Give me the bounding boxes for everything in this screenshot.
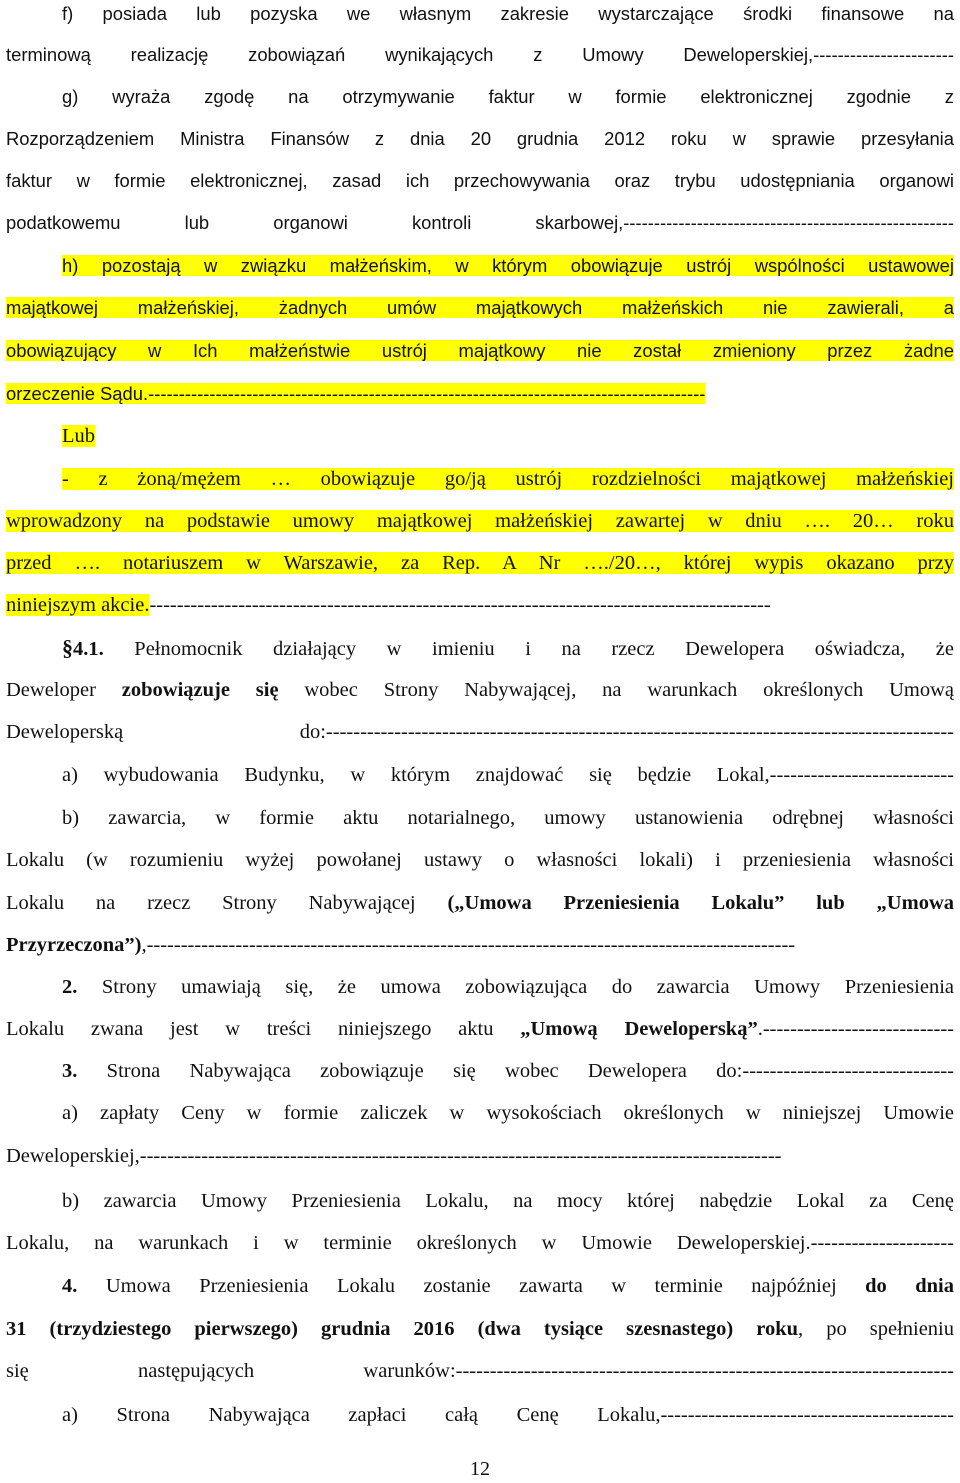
dash-fill: ------------------------------------------------------------------------------------------- xyxy=(149,594,771,616)
alt-line-3 xyxy=(6,549,954,577)
lub-text: Lub xyxy=(62,425,96,447)
bold-term: („Umowa Przeniesienia Lokalu” lub „Umowa xyxy=(447,892,954,914)
lub-line xyxy=(62,422,954,450)
section-4-1-line-2 xyxy=(6,676,954,704)
highlighted-text: niniejszym akcie. xyxy=(6,594,150,616)
section-text: Strony umawiają się, że umowa zobowiązująca do zawarcia Umowy Przeniesienia xyxy=(77,976,954,998)
section-text: Pełnomocnik działający w imieniu i na rzecz Dewelopera oświadcza, że xyxy=(103,638,954,660)
section-text: Strona Nabywająca zobowiązuje się wobec Dewelopera do:------------------------------- xyxy=(77,1060,954,1082)
section-4-1-item-b-line-1: b) zawarcia, w formie aktu notarialnego, umowy ustanowienia odrębnej własności xyxy=(62,807,954,829)
section-number: 3. xyxy=(62,1060,78,1082)
section-4-1-item-b-line-3 xyxy=(6,889,954,917)
para-g-line-4: podatkowemu lub organowi kontroli skarbowej,------------------------------------------------------ xyxy=(6,212,954,233)
alt-line-2 xyxy=(6,507,954,535)
section-text: Lokalu na rzecz Strony Nabywającej xyxy=(6,892,448,914)
para-f-line-2: terminową realizację zobowiązań wynikających z Umowy Deweloperskiej,----------------------- xyxy=(6,44,954,65)
highlighted-text: - z żoną/mężem … obowiązuje go/ją ustrój rozdzielności majątkowej małżeńskiej xyxy=(62,468,954,490)
para-h-line-2 xyxy=(6,294,954,322)
highlighted-text: wprowadzony na podstawie umowy majątkowej małżeńskiej zawartej w dniu …. 20… roku xyxy=(6,510,954,532)
section-4-line-1 xyxy=(62,1272,954,1300)
section-3-item-a-line-2: Deweloperskiej,---------------------------------------------------------------------------------------------- xyxy=(6,1145,782,1167)
para-g-line-3: faktur w formie elektronicznej, zasad ich przechowywania oraz trybu udostępniania organowi xyxy=(6,170,954,191)
para-f-line-1: f) posiada lub pozyska we własnym zakresie wystarczające środki finansowe na xyxy=(62,3,954,24)
para-h-line-1 xyxy=(62,252,954,280)
section-3-item-b-line-1: b) zawarcia Umowy Przeniesienia Lokalu, na mocy której nabędzie Lokal za Cenę xyxy=(62,1190,954,1212)
bold-term: 31 (trzydziestego pierwszego) grudnia 2016 (dwa tysiące szesnastego) roku xyxy=(6,1318,799,1340)
bold-term: Przyrzeczona”) xyxy=(6,934,142,956)
section-text: , po spełnieniu xyxy=(798,1318,954,1340)
section-text: wobec Strony Nabywającej, na warunkach określonych Umową xyxy=(278,679,954,701)
highlighted-text: majątkowej małżeńskiej, żadnych umów majątkowych małżeńskich nie zawierali, a xyxy=(6,297,954,318)
section-2-line-1 xyxy=(62,973,954,1001)
section-3-item-b-line-2: Lokalu, na warunkach i w terminie określonych w Umowie Deweloperskiej.--------------------- xyxy=(6,1232,954,1254)
highlighted-text: obowiązujący w Ich małżeństwie ustrój majątkowy nie został zmieniony przez żadne xyxy=(6,340,954,361)
para-g-line-1: g) wyraża zgodę na otrzymywanie faktur w formie elektronicznej zgodnie z xyxy=(62,86,954,107)
bold-term: „Umową Deweloperską” xyxy=(520,1018,758,1040)
section-number: 4.1. xyxy=(73,638,104,660)
section-4-1-item-b-line-4 xyxy=(6,931,954,959)
para-h-line-4 xyxy=(6,380,954,408)
section-3-item-a-line-1: a) zapłaty Ceny w formie zaliczek w wysokościach określonych w niniejszej Umowie xyxy=(62,1102,954,1124)
dash-fill: ,----------------------------------------------------------------------------------------------- xyxy=(141,934,796,956)
bold-term: zobowiązuje się xyxy=(121,679,279,701)
highlighted-text: przed …. notariuszem w Warszawie, za Rep. A Nr …./20…, której wypis okazano przy xyxy=(6,552,954,574)
section-text: Lokalu zwana jest w treści niniejszego aktu xyxy=(6,1018,521,1040)
section-3-line-1 xyxy=(62,1057,954,1085)
section-sign: § xyxy=(62,635,73,660)
section-text: Deweloper xyxy=(6,679,122,701)
court-text: orzeczenie Sądu. xyxy=(6,383,149,404)
section-text: Umowa Przeniesienia Lokalu zostanie zawarta w terminie najpóźniej xyxy=(77,1275,866,1297)
para-h-line-3 xyxy=(6,337,954,365)
para-g-line-2: Rozporządzeniem Ministra Finansów z dnia 20 grudnia 2012 roku w sprawie przesyłania xyxy=(6,128,954,149)
bold-term: do dnia xyxy=(865,1275,954,1297)
section-number: 4. xyxy=(62,1275,78,1297)
section-4-line-2 xyxy=(6,1315,954,1343)
highlighted-text: h) pozostają w związku małżeńskim, w którym obowiązuje ustrój wspólności ustawowej xyxy=(62,255,954,276)
section-2-line-2 xyxy=(6,1015,954,1043)
highlighted-text xyxy=(6,383,705,404)
section-4-1-line-3: Deweloperską do:-------------------------------------------------------------------------------------------- xyxy=(6,721,954,743)
section-4-1-line-1 xyxy=(62,634,954,662)
section-4-1-item-b-line-2: Lokalu (w rozumieniu wyżej powołanej ustawy o własności lokali) i przeniesienia własności xyxy=(6,849,954,871)
dash-fill: .---------------------------- xyxy=(757,1018,954,1040)
page-number: 12 xyxy=(470,1458,490,1480)
section-4-line-3: się następujących warunków:------------------------------------------------------------------------- xyxy=(6,1360,954,1382)
dash-fill: ------------------------------------------------------------------------------------------- xyxy=(148,383,706,404)
alt-line-4 xyxy=(6,591,954,619)
section-4-1-item-a: a) wybudowania Budynku, w którym znajdować się będzie Lokal,--------------------------- xyxy=(62,764,954,786)
section-number: 2. xyxy=(62,976,78,998)
alt-line-1 xyxy=(62,465,954,493)
section-4-item-a: a) Strona Nabywająca zapłaci całą Cenę Lokalu,------------------------------------------- xyxy=(62,1404,954,1426)
